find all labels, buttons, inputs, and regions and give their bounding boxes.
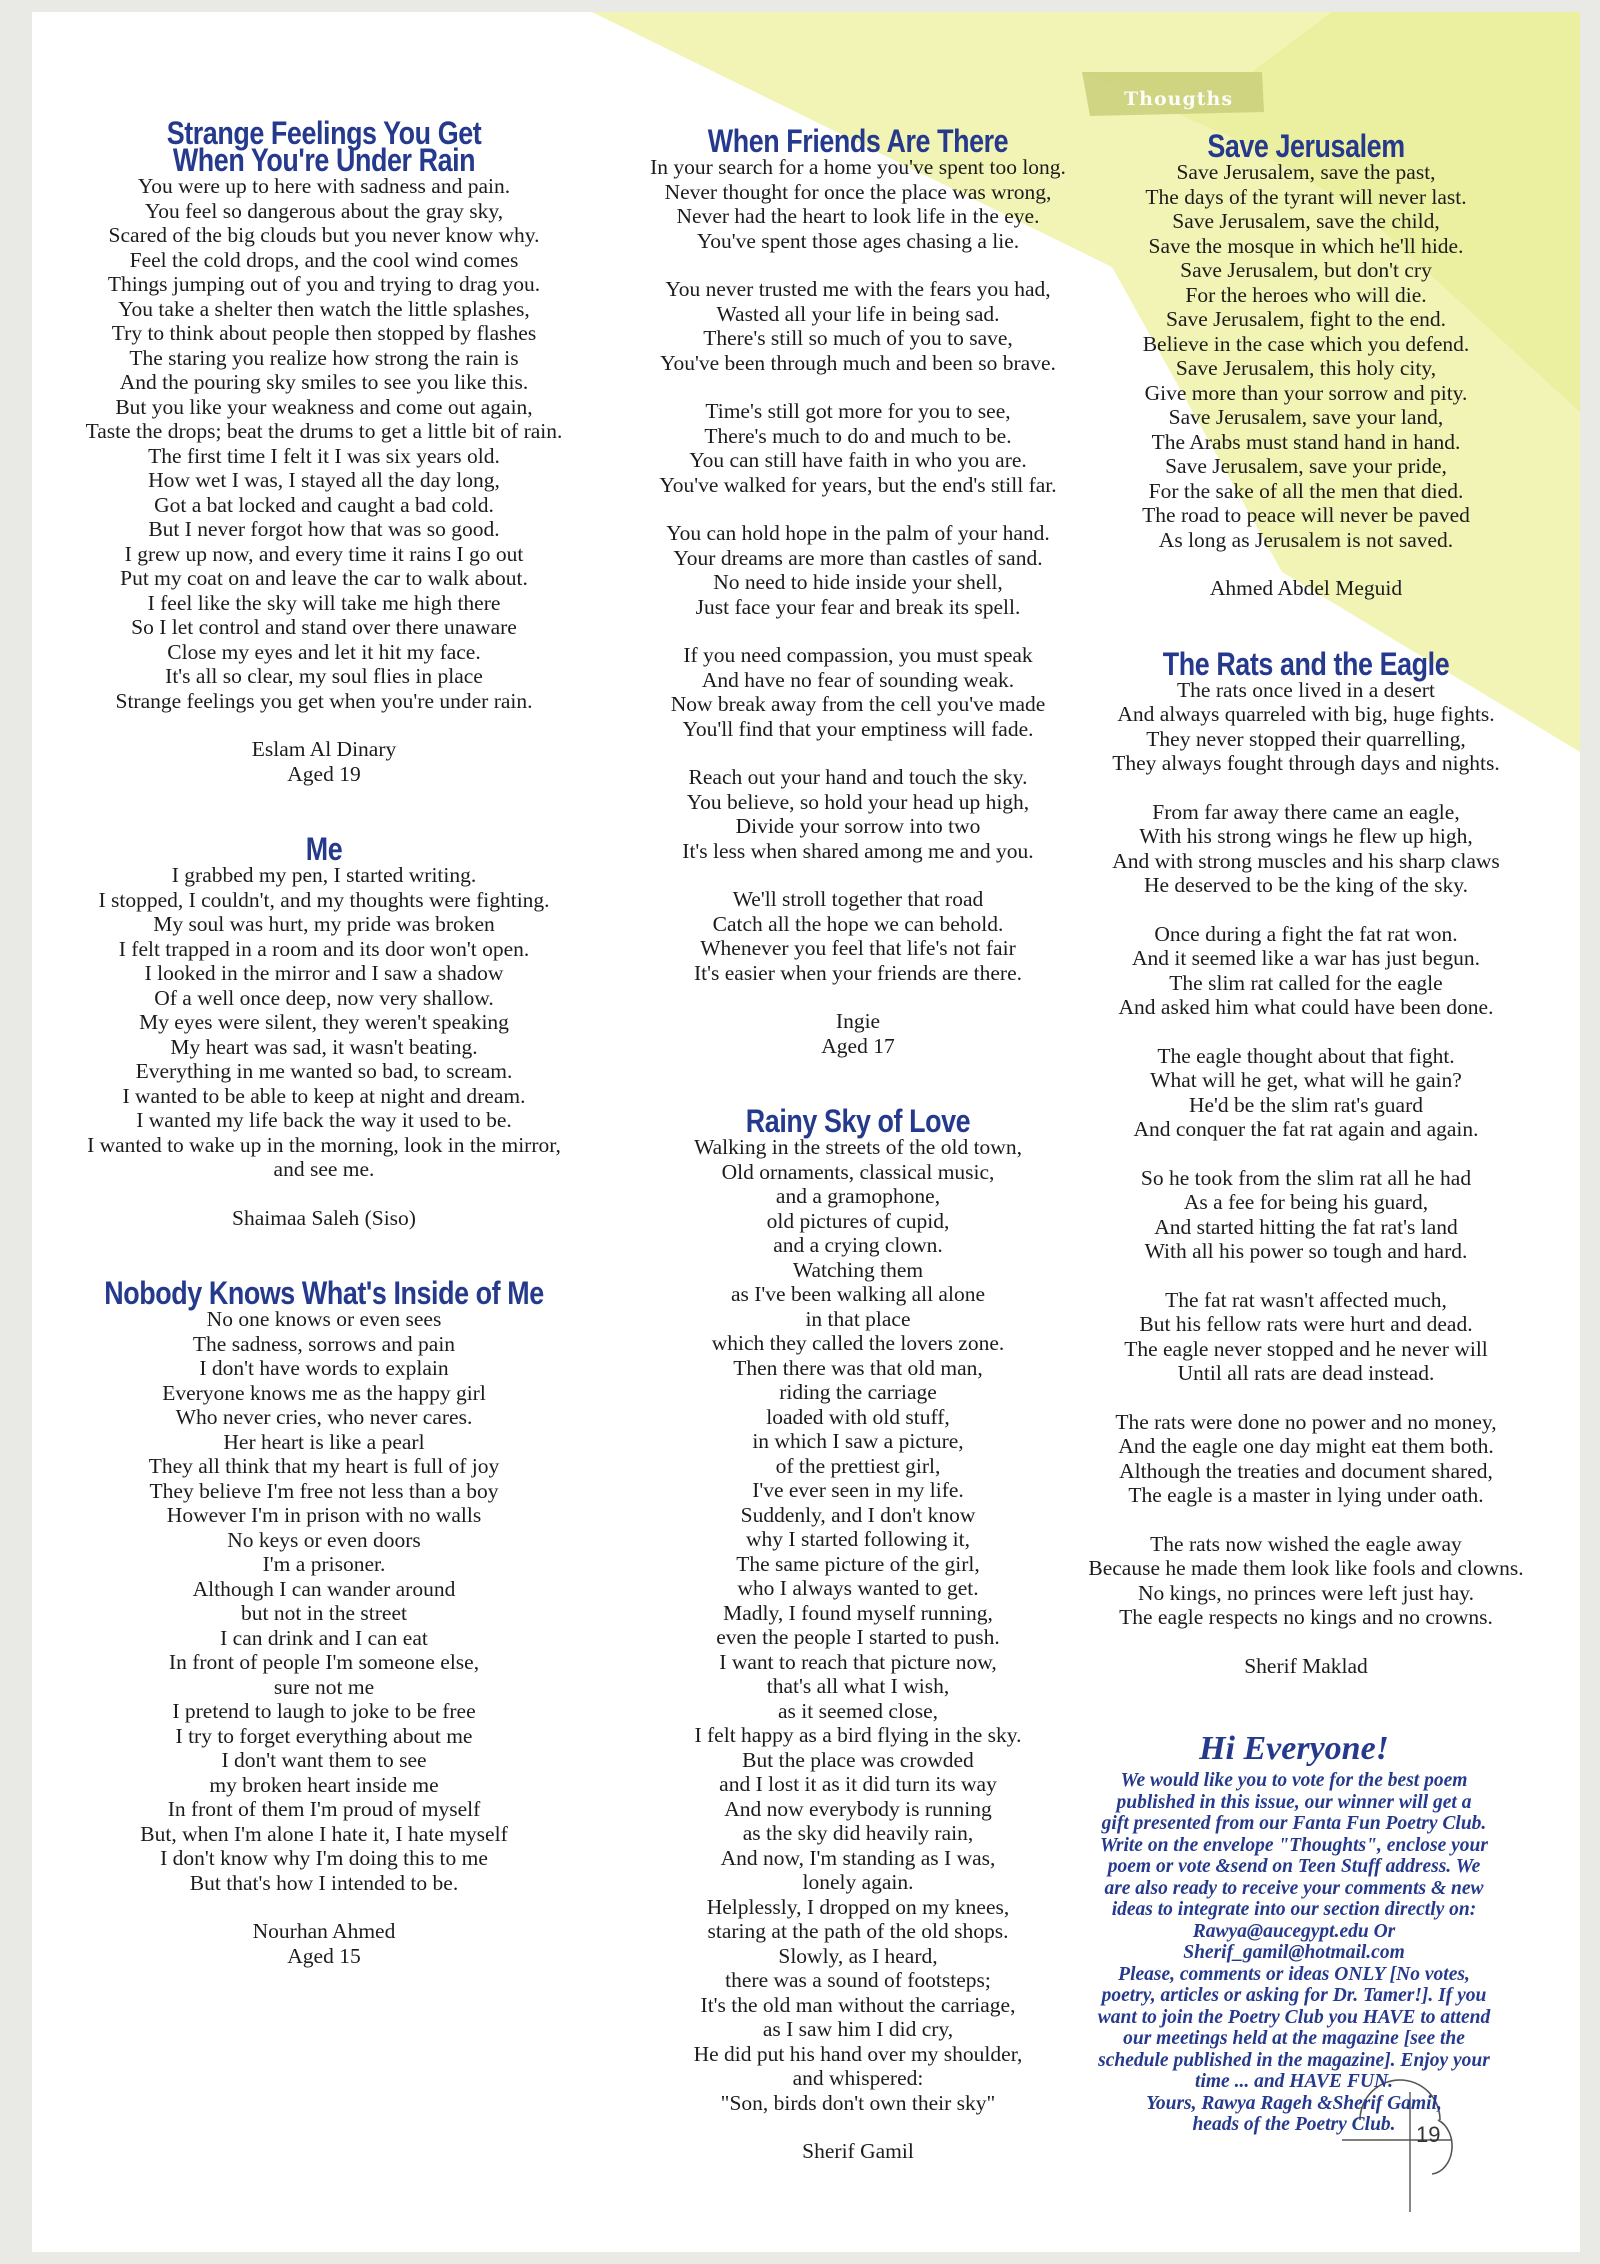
poem-line: Suddenly, and I don't know [740, 1502, 976, 1527]
poem-title-line: The Rats and the Eagle [1162, 645, 1450, 682]
poem-line: But you like your weakness and come out again, [115, 394, 533, 419]
poem-line: who I always wanted to get. [737, 1576, 979, 1600]
poem-line: Save Jerusalem, save your land, [1168, 405, 1444, 429]
poem-line: No keys or even doors [227, 1527, 421, 1552]
poem-line: and a crying clown. [773, 1233, 943, 1257]
poem-line: The eagle never stopped and he never will [1124, 1336, 1488, 1361]
poem-line: Old ornaments, classical music, [721, 1159, 995, 1184]
poem-line: I don't want them to see [221, 1748, 427, 1772]
poem-line: And conquer the fat rat again and again. [1133, 1117, 1479, 1141]
poem-line: I can drink and I can eat [220, 1625, 428, 1650]
poem-line: Got a bat locked and caught a bad cold. [154, 492, 494, 517]
poem-line: They never stopped their quarrelling, [1146, 726, 1466, 751]
poem-byline [32, 1206, 616, 1231]
poem-line: lonely again. [802, 1870, 914, 1894]
byline-line: Nourhan Ahmed [252, 1919, 396, 1943]
poem-line: I pretend to laugh to joke to be free [172, 1699, 476, 1723]
poem-byline [32, 1919, 616, 1968]
poem-line: Reach out your hand and touch the sky. [688, 765, 1028, 789]
poem-line: Scared of the big clouds but you never know why. [108, 223, 540, 247]
poem-title [79, 115, 570, 178]
poem-line: There's much to do and much to be. [704, 423, 1012, 448]
poem-line: Try to think about people then stopped by flashes [111, 321, 537, 345]
poem-line: So he took from the slim rat all he had [1140, 1165, 1472, 1190]
poem-line: Just face your fear and break its spell. [695, 594, 1021, 619]
poem-line: I looked in the mirror and I saw a shadow [144, 961, 504, 985]
poem-line: I grabbed my pen, I started writing. [171, 863, 477, 887]
poem-line: It's easier when your friends are there. [693, 960, 1023, 985]
announcement-line: are also ready to receive your comments & new [1104, 1877, 1484, 1899]
poem-line: No one knows or even sees [206, 1307, 442, 1331]
poem-line: It's less when shared among me and you. [682, 838, 1034, 863]
poem-line: You've spent those ages chasing a lie. [696, 228, 1020, 253]
poem-line: But, when I'm alone I hate it, I hate myself [140, 1821, 508, 1846]
stanza [1032, 922, 1580, 1020]
poem-line: Your dreams are more than castles of sand. [673, 545, 1043, 570]
poem-line: in that place [805, 1306, 911, 1331]
poem-line: With his strong wings he flew up high, [1139, 824, 1473, 848]
poem-line: It's the old man without the carriage, [700, 1992, 1016, 2017]
poem-line: What will he get, what will he gain? [1150, 1068, 1462, 1092]
poem-line: Now break away from the cell you've made [670, 692, 1046, 716]
poem-line: It's all so clear, my soul flies in place [165, 664, 483, 688]
poem-line: They always fought through days and nights. [1112, 751, 1500, 775]
announcement-body [1024, 1770, 1564, 2136]
poem-title [633, 123, 1083, 159]
byline-line: Ingie [835, 1009, 881, 1033]
poem-line: And have no fear of sounding weak. [701, 667, 1015, 692]
poem-line: sure not me [273, 1674, 375, 1699]
poem-line: Once during a fight the fat rat won. [1154, 921, 1458, 946]
announcement-line: Sherif_gamil@hotmail.com [1183, 1942, 1405, 1963]
poem-line: as I saw him I did cry, [762, 2017, 954, 2041]
poem-line: Time's still got more for you to see, [705, 399, 1011, 423]
poem-line: Save the mosque in which he'll hide. [1148, 233, 1464, 258]
poem-line: But the place was crowded [742, 1747, 974, 1772]
poem-line: in which I saw a picture, [752, 1429, 964, 1453]
byline-line: Aged 17 [821, 1033, 895, 1058]
poem-line: The first time I felt it I was six years old. [148, 443, 500, 468]
poem-line: Whenever you feel that life's not fair [700, 936, 1016, 960]
stanza [1032, 1166, 1580, 1264]
poem-line: You can still have faith in who you are. [689, 448, 1027, 472]
poem-line: as I've been walking all alone [730, 1282, 985, 1306]
announcement-line: ideas to integrate into our section directly on: [1111, 1899, 1477, 1920]
poem [1032, 645, 1580, 1679]
poem-line: Catch all the hope we can behold. [712, 911, 1004, 936]
poem-line: The eagle respects no kings and no crowns. [1119, 1605, 1493, 1629]
poem-title [633, 1103, 1083, 1139]
poem-line: The same picture of the girl, [736, 1551, 980, 1576]
poem-line: And always quarreled with big, huge fights. [1117, 702, 1495, 726]
poem-line: I felt trapped in a room and its door won't open. [118, 936, 530, 961]
poem-line: Put my coat on and leave the car to walk about. [120, 566, 528, 590]
poem-title-line: Save Jerusalem [1207, 128, 1405, 164]
stanza [1032, 800, 1580, 898]
poem-line: I felt happy as a bird flying in the sky. [694, 1723, 1022, 1747]
poem-line: Who never cries, who never cares. [175, 1405, 473, 1429]
announcement-line: gift presented from our Fanta Fun Poetry Club. [1101, 1813, 1487, 1834]
poem-line: How wet I was, I stayed all the day long, [148, 468, 500, 492]
poem-line: Everyone knows me as the happy girl [162, 1380, 486, 1405]
page-number: 19 [1416, 2122, 1441, 2147]
poem-line: You'll find that your emptiness will fade. [682, 716, 1034, 741]
magazine-page [32, 12, 1580, 2252]
announcement-line: Yours, Rawya Rageh &Sherif Gamil, [1146, 2092, 1442, 2114]
byline-line: Aged 15 [287, 1943, 361, 1968]
poem-line: Save Jerusalem, fight to the end. [1165, 307, 1447, 331]
announcement-title: Hi Everyone! [1199, 1730, 1389, 1767]
poem-line: I feel like the sky will take me high there [147, 590, 501, 615]
poem-line: Give more than your sorrow and pity. [1144, 380, 1468, 405]
poem-line: He did put his hand over my shoulder, [693, 2041, 1023, 2066]
poem-line: I try to forget everything about me [175, 1723, 473, 1748]
stanza [1032, 1288, 1580, 1386]
poem-line: as the sky did heavily rain, [742, 1821, 974, 1845]
announcement-line: poem or vote &send on Teen Stuff address. We [1107, 1856, 1481, 1877]
poem-line: The slim rat called for the eagle [1169, 970, 1443, 995]
poem [1032, 128, 1580, 601]
column-left [32, 115, 616, 1968]
poem-line: In front of people I'm someone else, [168, 1650, 480, 1674]
poem-line: Slowly, as I heard, [778, 1943, 938, 1968]
poem-title-line: Rainy Sky of Love [745, 1103, 971, 1139]
poem-line: But I never forgot how that was so good. [148, 517, 500, 541]
poem-line: You've walked for years, but the end's still far. [659, 472, 1057, 497]
poem-line: Save Jerusalem, this holy city, [1175, 356, 1437, 380]
announcement-line: published in this issue, our winner will get a [1116, 1791, 1472, 1813]
poem-line: and whispered: [792, 2066, 924, 2090]
poem-byline [1032, 576, 1580, 601]
poem-line: I wanted my life back the way it used to be. [136, 1108, 512, 1132]
poem-line: Never thought for once the place was wrong, [664, 179, 1052, 204]
poem-line: Things jumping out of you and trying to drag you. [107, 272, 541, 296]
poem-line: I wanted to be able to keep at night and dream. [122, 1083, 526, 1108]
byline-line: Eslam Al Dinary [251, 737, 397, 761]
poem-line: So I let control and stand over there unaware [131, 615, 517, 639]
byline-line: Sherif Gamil [802, 2139, 914, 2163]
poem-line: Save Jerusalem, save your pride, [1165, 454, 1447, 478]
poem-line: No kings, no princes were left just hay. [1138, 1580, 1474, 1605]
poem-line: staring at the path of the old shops. [707, 1919, 1009, 1943]
poem-line: Save Jerusalem, but don't cry [1180, 258, 1432, 282]
poem-line: but not in the street [241, 1601, 407, 1625]
announcement-line: We would like you to vote for the best poem [1120, 1770, 1468, 1791]
poem-line: With all his power so tough and hard. [1144, 1239, 1468, 1263]
poem-line: Madly, I found myself running, [723, 1600, 993, 1625]
poem-line: Her heart is like a pearl [223, 1429, 425, 1454]
poem-line: loaded with old stuff, [766, 1404, 950, 1429]
poem-line: And now, I'm standing as I was, [720, 1845, 996, 1870]
poem-line: The fat rat wasn't affected much, [1165, 1287, 1447, 1312]
announcement-line: heads of the Poetry Club. [1192, 2114, 1396, 2135]
poem-line: You were up to here with sadness and pain. [137, 174, 511, 198]
poem-line: He deserved to be the king of the sky. [1143, 873, 1468, 897]
poem-line: You can hold hope in the palm of your hand. [666, 521, 1050, 545]
poem-title-line: Me [305, 831, 343, 867]
poem-title [1076, 128, 1536, 164]
poem-line: of the prettiest girl, [775, 1453, 941, 1478]
poem-line: For the sake of all the men that died. [1148, 478, 1464, 503]
poem-line: And started hitting the fat rat's land [1154, 1214, 1458, 1239]
poem-line: Believe in the case which you defend. [1142, 331, 1470, 356]
poem-line: and a gramophone, [775, 1184, 941, 1208]
announcement-line: Rawya@aucegypt.edu Or [1192, 1920, 1396, 1942]
poem-title [79, 1275, 570, 1311]
poem-line: Of a well once deep, now very shallow. [154, 985, 494, 1010]
poem-line: why I started following it, [746, 1527, 970, 1551]
stanza [1032, 1410, 1580, 1508]
poem-line: Although the treaties and document shared, [1119, 1458, 1493, 1483]
poem-line: I stopped, I couldn't, and my thoughts were fighting. [98, 887, 550, 912]
poem-line: and I lost it as it did turn its way [719, 1772, 997, 1796]
poem-line: If you need compassion, you must speak [683, 643, 1033, 667]
poem-line: And now everybody is running [724, 1796, 992, 1821]
announcement-line: poetry, articles or asking for Dr. Tamer!]. If you [1101, 1985, 1487, 2006]
byline-line: Shaimaa Saleh (Siso) [232, 1205, 416, 1230]
poem-title-line: Strange Feelings You Get [166, 115, 482, 151]
poem-line: No need to hide inside your shell, [713, 570, 1003, 594]
poem-line: However I'm in prison with no walls [166, 1503, 482, 1527]
poem [32, 115, 616, 786]
poem-line: Save Jerusalem, save the past, [1176, 160, 1436, 184]
announcement-line: Please, comments or ideas ONLY [No votes, [1118, 1963, 1470, 1985]
poem [32, 831, 616, 1230]
poem-line: I wanted to wake up in the morning, look in the mirror, [87, 1132, 561, 1157]
poem-byline [1032, 1654, 1580, 1679]
poem-line: My heart was sad, it wasn't beating. [170, 1034, 478, 1059]
poem-line: The staring you realize how strong the rain is [129, 345, 519, 370]
poem-line: Because he made them look like fools and clowns. [1088, 1556, 1524, 1580]
poem-line: riding the carriage [779, 1380, 937, 1404]
poem-byline [32, 737, 616, 786]
poem-line: But his fellow rats were hurt and dead. [1139, 1312, 1473, 1336]
poem-line: Divide your sorrow into two [735, 814, 981, 838]
announcement-line: time ... and HAVE FUN. [1195, 2071, 1393, 2092]
poem-line: there was a sound of footsteps; [725, 1968, 991, 1992]
poem-line: As long as Jerusalem is not saved. [1158, 527, 1454, 552]
poem-line: Until all rats are dead instead. [1177, 1361, 1435, 1385]
poem-line: Strange feelings you get when you're under rain. [115, 688, 533, 713]
poem-line: My eyes were silent, they weren't speaking [139, 1010, 509, 1034]
poem-line: Close my eyes and let it hit my face. [167, 639, 481, 664]
stanza [1032, 678, 1580, 776]
poem-line: I don't know why I'm doing this to me [160, 1846, 488, 1870]
announcement-box [1024, 1730, 1564, 2136]
poem-title-line: When You're Under Rain [172, 142, 476, 178]
poem-line: and see me. [273, 1157, 375, 1181]
poem-line: The rats were done no power and no money, [1115, 1409, 1497, 1434]
stanza [32, 863, 616, 1182]
poem-line: Helplessly, I dropped on my knees, [706, 1894, 1010, 1919]
poem-line: which they called the lovers zone. [711, 1331, 1005, 1355]
poem-line: I'm a prisoner. [262, 1552, 386, 1576]
poem-line: You've been through much and been so brave. [660, 350, 1056, 375]
poem-line: The eagle thought about that fight. [1157, 1043, 1455, 1068]
poem-line: The road to peace will never be paved [1142, 503, 1470, 527]
poem-line: And the pouring sky smiles to see you like this. [119, 370, 529, 394]
poem-line: old pictures of cupid, [766, 1208, 950, 1233]
poem-line: I want to reach that picture now, [719, 1649, 997, 1674]
poem-line: that's all what I wish, [766, 1674, 950, 1698]
poem-line: my broken heart inside me [209, 1772, 439, 1797]
poem-line: My soul was hurt, my pride was broken [153, 912, 495, 936]
poem-line: And the eagle one day might eat them both. [1118, 1434, 1494, 1458]
poem-line: I grew up now, and every time it rains I go out [124, 541, 524, 566]
column-right [1032, 128, 1580, 1678]
poem-line: They believe I'm free not less than a boy [149, 1478, 499, 1503]
poem [32, 1275, 616, 1968]
poem-title-line: When Friends Are There [707, 123, 1009, 159]
poem-line: Everything in me wanted so bad, to scream. [135, 1059, 513, 1083]
poem-line: There's still so much of you to save, [703, 326, 1013, 350]
poem-line: Taste the drops; beat the drums to get a little bit of rain. [85, 419, 563, 443]
poem-line: "Son, birds don't own their sky" [720, 2090, 996, 2115]
stanza [32, 174, 616, 713]
poem-line: We'll stroll together that road [732, 887, 984, 911]
poem-line: As a fee for being his guard, [1183, 1190, 1429, 1214]
poem-line: From far away there came an eagle, [1152, 799, 1460, 824]
poem-line: In front of them I'm proud of myself [167, 1797, 481, 1821]
poem-line: I don't have words to explain [199, 1356, 449, 1380]
poem-line: And asked him what could have been done. [1118, 995, 1494, 1019]
poem-line: The sadness, sorrows and pain [192, 1331, 456, 1356]
poem-line: Wasted all your life in being sad. [716, 301, 1000, 326]
poem-line: Walking in the streets of the old town, [694, 1135, 1022, 1159]
poem-line: The rats once lived in a desert [1177, 677, 1435, 702]
announcement-line: schedule published in the magazine]. Enjoy your [1098, 2049, 1490, 2071]
byline-line: Ahmed Abdel Meguid [1209, 576, 1403, 600]
poem-title-line: Nobody Knows What's Inside of Me [104, 1275, 544, 1311]
section-tag: Thougths [1124, 88, 1234, 110]
poem-line: Save Jerusalem, save the child, [1172, 209, 1440, 233]
poem-line: And with strong muscles and his sharp claws [1112, 848, 1500, 873]
stanza [1032, 1532, 1580, 1630]
poem-line: The Arabs must stand hand in hand. [1151, 429, 1461, 454]
poem-line: Although I can wander around [192, 1576, 456, 1601]
poem-line: They all think that my heart is full of joy [148, 1454, 500, 1478]
poem-line: You take a shelter then watch the little splashes, [118, 296, 530, 321]
poem-line: Then there was that old man, [733, 1355, 983, 1380]
stanza [1032, 1044, 1580, 1142]
poem-line: But that's how I intended to be. [189, 1870, 459, 1895]
poem-line: The rats now wished the eagle away [1150, 1531, 1462, 1556]
poem-line: In your search for a home you've spent too long. [650, 155, 1066, 179]
poem-line: You believe, so hold your head up high, [686, 789, 1030, 814]
poem-line: as it seemed close, [777, 1698, 938, 1723]
poem-line: You never trusted me with the fears you had, [665, 277, 1051, 301]
announcement-line: Write on the envelope "Thoughts", enclose your [1099, 1834, 1488, 1856]
byline-line: Sherif Maklad [1244, 1653, 1368, 1678]
byline-line: Aged 19 [287, 761, 361, 786]
poem-line: even the people I started to push. [716, 1625, 1000, 1649]
stanza [1032, 160, 1580, 552]
poem-line: You feel so dangerous about the gray sky, [144, 198, 504, 223]
poem-line: He'd be the slim rat's guard [1188, 1092, 1424, 1117]
poem-line: Never had the heart to look life in the eye. [676, 204, 1040, 228]
announcement-line: our meetings held at the magazine [see the [1123, 2028, 1465, 2049]
announcement-line: want to join the Poetry Club you HAVE to attend [1097, 2006, 1491, 2028]
poem-line: I've ever seen in my life. [752, 1478, 964, 1502]
poem-line: The eagle is a master in lying under oath. [1128, 1483, 1484, 1507]
poem-title [79, 831, 570, 867]
poem-line: The days of the tyrant will never last. [1145, 184, 1467, 209]
poem-line: For the heroes who will die. [1185, 282, 1427, 307]
poem-line: And it seemed like a war has just begun. [1131, 946, 1481, 970]
poem-title [1076, 645, 1536, 682]
poem-line: Feel the cold drops, and the cool wind comes [129, 247, 519, 272]
stanza [32, 1307, 616, 1895]
poem-byline [590, 2139, 1126, 2164]
poem-line: Watching them [792, 1257, 924, 1282]
